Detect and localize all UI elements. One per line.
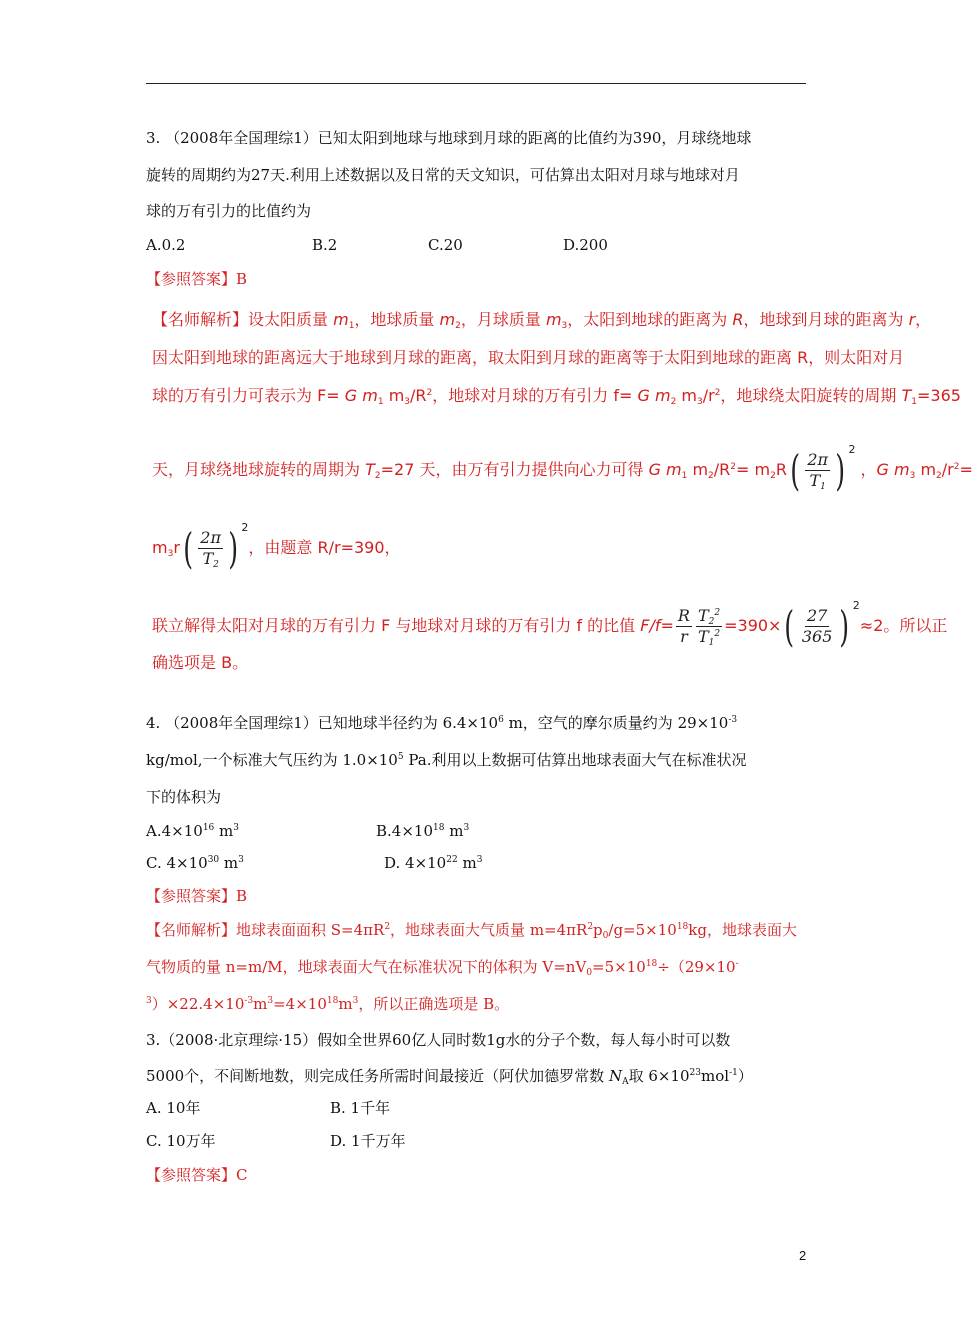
q4-option-a: $A.4\times 10^{16}$ $m^3$ (146, 822, 239, 840)
q4-analysis-line-2: 气物质的量 n=m/M，地球表面大气在标准状况下的体积为 $V=nV_0=5\times 10^{18}\div(29\times 10^-$ (146, 958, 739, 978)
q4-stem-line-3: 下的体积为 (146, 788, 222, 806)
q3-answer: 【参照答案】B (146, 270, 248, 288)
q4-stem-line-2: kg/mol,一个标准大气压约为 $1.0\times 10^5$ Pa.利用以上数据可估算出地球表面大气在标准状况 (146, 751, 747, 769)
q5-option-a: A. 10年 (146, 1099, 201, 1117)
q4-option-d: D. $4\times 10^{22}$ $m^3$ (384, 854, 483, 872)
q3-analysis-line-2: 因太阳到地球的距离远大于地球到月球的距离，取太阳到月球的距离等于太阳到地球的距离 R，则太阳对月 (152, 348, 905, 367)
header-rule (146, 83, 806, 84)
page-number: 2 (799, 1248, 807, 1263)
q5-option-d: D. 1千万年 (330, 1132, 406, 1150)
q4-option-c: C. $4\times 10^{30}$ $m^3$ (146, 854, 244, 872)
q3-analysis-line-7: 确选项是 B。 (152, 653, 249, 672)
q4-option-b: $B.4\times 10^{18}$ $m^3$ (376, 822, 470, 840)
q3-option-a: A.0.2 (146, 236, 186, 254)
q3-analysis-line-5: $m_3r$( $\frac{2\pi}{T_2}$ ) 2，由题意 R/r=390， (152, 521, 401, 573)
q3-stem-line-2: 旋转的周期约为27天.利用上述数据以及日常的天文知识，可估算出太阳对月球与地球对月 (146, 166, 740, 184)
q3-analysis-line-1: 【名师解析】设太阳质量 $m_1$，地球质量 $m_2$，月球质量 $m_3$，太阳到地球的距离为 R，地球到月球的距离为 r， (152, 310, 932, 331)
q5-answer: 【参照答案】C (146, 1166, 248, 1184)
q3-stem-line-3: 球的万有引力的比值约为 (146, 202, 312, 220)
q5-stem-line-1: 3.（2008·北京理综·15）假如全世界60亿人同时数1g水的分子个数，每人每小时可以数 (146, 1031, 731, 1049)
q4-answer: 【参照答案】B (146, 887, 248, 905)
q3-option-c: C.20 (428, 236, 463, 254)
q3-analysis-line-4: 天，月球绕地球旋转的周期为 $T_2=27$ 天，由万有引力提供向心力可得 G $m_1$ $m_2/R^2= m_2R$( $\frac{2\pi}{T_1}$ ) 2 ，G $m_3$ $m_2/r^2=$ (152, 443, 973, 495)
q5-option-c: C. 10万年 (146, 1132, 216, 1150)
q5-option-b: B. 1千年 (330, 1099, 391, 1117)
q3-option-b: B.2 (312, 236, 338, 254)
q4-analysis-line-3: $^3)\times 22.4\times 10^{-3}m^3=4\times 10^{18}m^3$，所以正确选项是 B。 (146, 995, 510, 1013)
q3-analysis-line-3: 球的万有引力可表示为 F= G $m_1$ $m_3/R^2$，地球对月球的万有引力 f= G $m_2$ $m_3/r^2$，地球绕太阳旋转的周期 $T_1=365$ (152, 386, 961, 407)
q4-stem-line-1: 4. （2008年全国理综1）已知地球半径约为 $6.4\times 10^6$ m，空气的摩尔质量约为 $29\times 10^{-3}$ (146, 714, 738, 732)
q5-stem-line-2: 5000个，不间断地数，则完成任务所需时间最接近（阿伏加德罗常数 $N_A$取 $6\times 10^{23}mol^{-1}$） (146, 1067, 753, 1087)
q3-analysis-line-6: 联立解得太阳对月球的万有引力 F 与地球对月球的万有引力 f 的比值 F/f= $\frac{R}{r}$ $\frac{T_2^2}{T_1^2}$ =390×( $\frac{27}{365}$ ) 2≈2。所以正 (152, 599, 948, 651)
q3-stem-line-1: 3. （2008年全国理综1）已知太阳到地球与地球到月球的距离的比值约为390，月球绕地球 (146, 129, 752, 147)
q3-option-d: D.200 (563, 236, 608, 254)
q4-analysis-line-1: 【名师解析】地球表面面积 $S=4\pi R^2$，地球表面大气质量 $m=4\pi R^2p_0/g=5\times 10^{18}kg$，地球表面大 (146, 921, 797, 941)
